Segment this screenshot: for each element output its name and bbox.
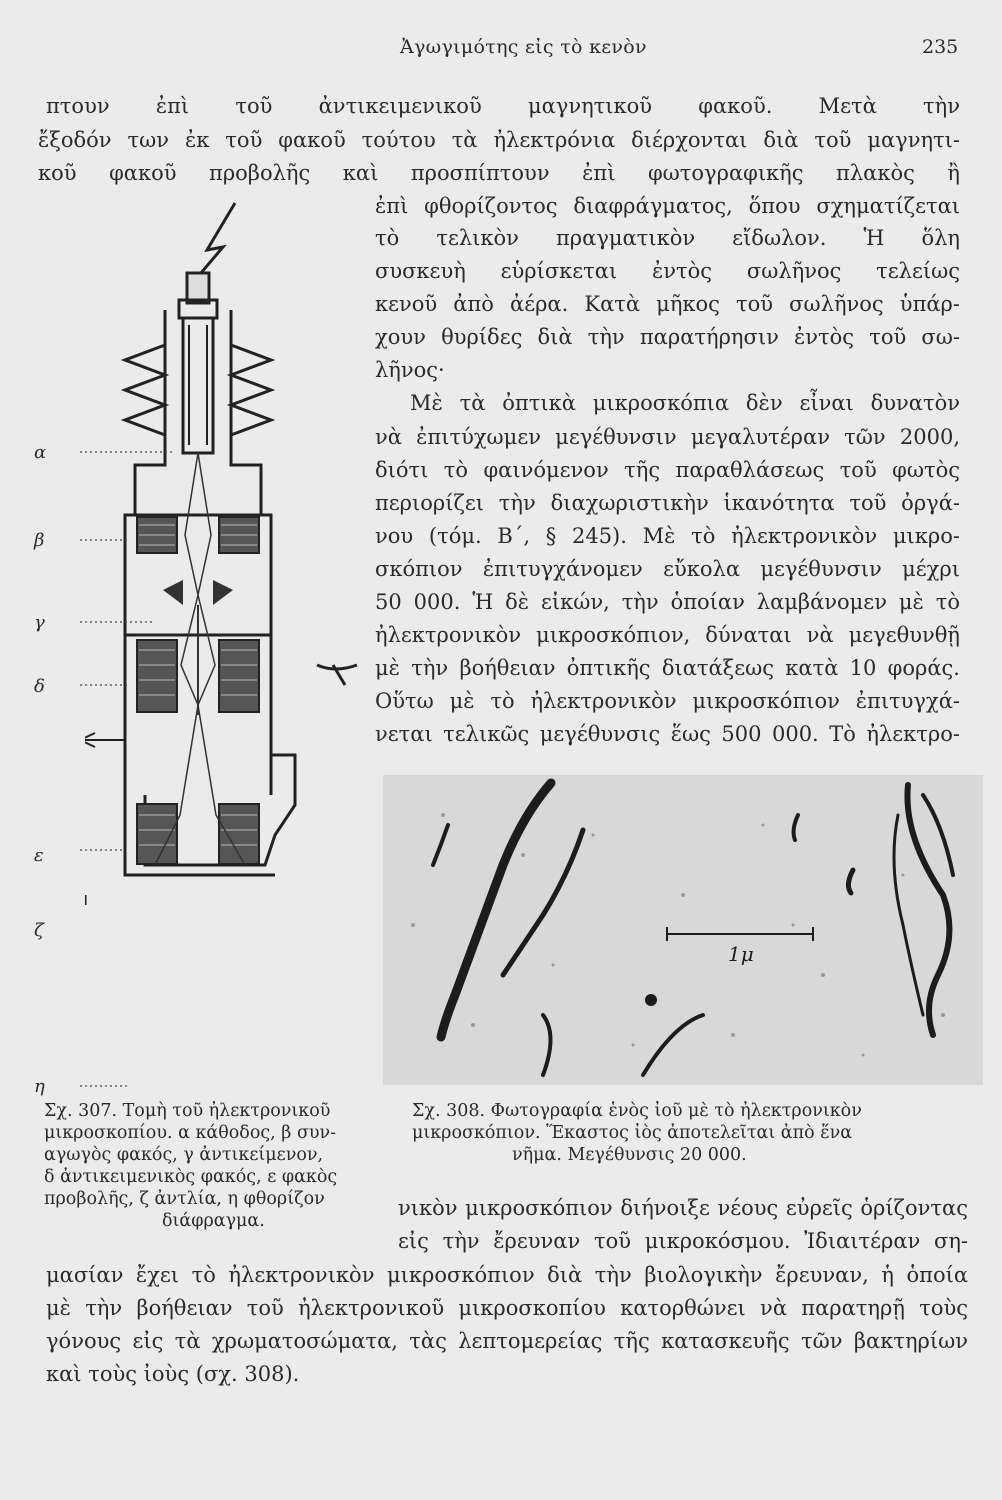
virus-micrograph <box>383 775 983 1085</box>
label-eta: η <box>34 1076 45 1097</box>
text-line: ἐπὶ φθορίζοντος διαφράγματος, ὅπου σχηματίζεται <box>375 194 960 218</box>
figure-308-caption <box>412 1100 972 1166</box>
text-line: μὲ τὴν βοήθειαν τοῦ ἠλεκτρονικοῦ μικροσκοπίου κατορθώνει νὰ παρατηρῇ τοὺς <box>46 1296 968 1320</box>
caption-line: Σχ. 308. Φωτογραφία ἑνὸς ἰοῦ μὲ τὸ ἠλεκτρονικὸν <box>412 1101 862 1121</box>
text-line: Μὲ τὰ ὀπτικὰ μικροσκόπια δὲν εἶναι δυνατὸν <box>410 391 960 415</box>
label-delta: δ <box>34 676 45 697</box>
scale-bar-label: 1μ <box>728 942 754 966</box>
caption-line: αγωγὸς φακός, γ ἀντικείμενον, <box>44 1145 324 1165</box>
text-line: νικὸν μικροσκόπιον διήνοιξε νέους εὐρεῖς ὁρίζοντας <box>398 1196 968 1220</box>
text-line: Οὕτω μὲ τὸ ἠλεκτρονικὸν μικροσκόπιον ἐπιτυγχά- <box>375 689 960 713</box>
text-line: τὸ τελικὸν πραγματικὸν εἴδωλον. Ἡ ὅλη <box>375 226 960 250</box>
text-line: κοῦ φακοῦ προβολῆς καὶ προσπίπτουν ἐπὶ φωτογραφικῆς πλακὸς ἢ <box>38 161 960 185</box>
text-line: κενοῦ ἀπὸ ἀέρα. Κατὰ μῆκος τοῦ σωλῆνος ὑπάρ- <box>375 292 960 316</box>
caption-line: προβολῆς, ζ ἀντλία, η φθορίζον <box>44 1189 325 1209</box>
caption-line: δ ἀντικειμενικὸς φακός, ε φακὸς <box>44 1167 338 1187</box>
text-line: νεται τελικῶς μεγέθυνσις ἕως 500 000. Τὸ ἠλεκτρο- <box>375 722 960 746</box>
text-line: περιορίζει τὴν διαχωριστικὴν ἱκανότητα τοῦ ὀργά- <box>375 491 960 515</box>
text-line: λῆνος· <box>375 358 445 382</box>
label-gamma: γ <box>34 612 45 633</box>
text-line: νὰ ἐπιτύχωμεν μεγέθυνσιν μεγαλυτέραν τῶν 2000, <box>375 425 960 449</box>
text-line: εἰς τὴν ἔρευναν τοῦ μικροκόσμου. Ἰδιαιτέραν ση- <box>398 1229 968 1253</box>
text-line: γόνους εἰς τὰ χρωματοσώματα, τὰς λεπτομερείας τῆς κατασκευῆς τῶν βακτηρίων <box>46 1329 968 1353</box>
text-line: ἠλεκτρονικὸν μικροσκόπιον, δύναται νὰ μεγεθυνθῇ <box>375 623 960 647</box>
label-alpha: α <box>34 442 47 463</box>
text-line: καὶ τοὺς ἰοὺς (σχ. 308). <box>46 1362 300 1386</box>
text-line: σκόπιον ἐπιτυγχάνομεν εὔκολα μεγέθυνσιν μέχρι <box>375 557 960 581</box>
caption-line: νῆμα. Μεγέθυνσις 20 000. <box>512 1145 747 1165</box>
page-number: 235 <box>922 36 959 58</box>
text-line: διότι τὸ φαινόμενον τῆς παραθλάσεως τοῦ φωτὸς <box>375 458 960 482</box>
label-epsilon: ε <box>34 845 44 866</box>
text-line: συσκευὴ εὑρίσκεται ἐντὸς σωλῆνος τελείως <box>375 259 960 283</box>
running-title: Ἀγωγιμότης εἰς τὸ κενὸν <box>400 36 647 58</box>
caption-line: Σχ. 307. Τομὴ τοῦ ἠλεκτρονικοῦ <box>44 1101 331 1121</box>
text-line: πτουν ἐπὶ τοῦ ἀντικειμενικοῦ μαγνητικοῦ φακοῦ. Μετὰ τὴν <box>46 94 960 118</box>
caption-line: διάφραγμα. <box>162 1211 265 1231</box>
text-line: χουν θυρίδες διὰ τὴν παρατήρησιν ἐντὸς τοῦ σω- <box>375 325 960 349</box>
caption-line: μικροσκόπιον. Ἕκαστος ἰὸς ἀποτελεῖται ἀπὸ ἕνα <box>412 1123 853 1143</box>
text-line: μὲ τὴν βοήθειαν ὀπτικῆς διατάξεως κατὰ 10 φοράς. <box>375 656 960 680</box>
text-line: μασίαν ἔχει τὸ ἠλεκτρονικὸν μικροσκόπιον διὰ τὴν βιολογικὴν ἔρευναν, ἡ ὁποία <box>46 1263 968 1287</box>
label-zeta: ζ <box>34 920 44 941</box>
text-line: νου (τόμ. Β΄, § 245). Μὲ τὸ ἠλεκτρονικὸν μικρο- <box>375 524 960 548</box>
figure-307-caption <box>44 1100 384 1232</box>
caption-line: μικροσκοπίου. α κάθοδος, β συν- <box>44 1123 337 1143</box>
label-leader-lines <box>70 440 190 1100</box>
label-beta: β <box>34 530 45 551</box>
text-line: ἔξοδόν των ἐκ τοῦ φακοῦ τούτου τὰ ἠλεκτρόνια διέρχονται διὰ τοῦ μαγνητι- <box>38 128 960 152</box>
text-line: 50 000. Ἡ δὲ εἰκών, τὴν ὁποίαν λαμβάνομεν μὲ τὸ <box>375 590 960 614</box>
